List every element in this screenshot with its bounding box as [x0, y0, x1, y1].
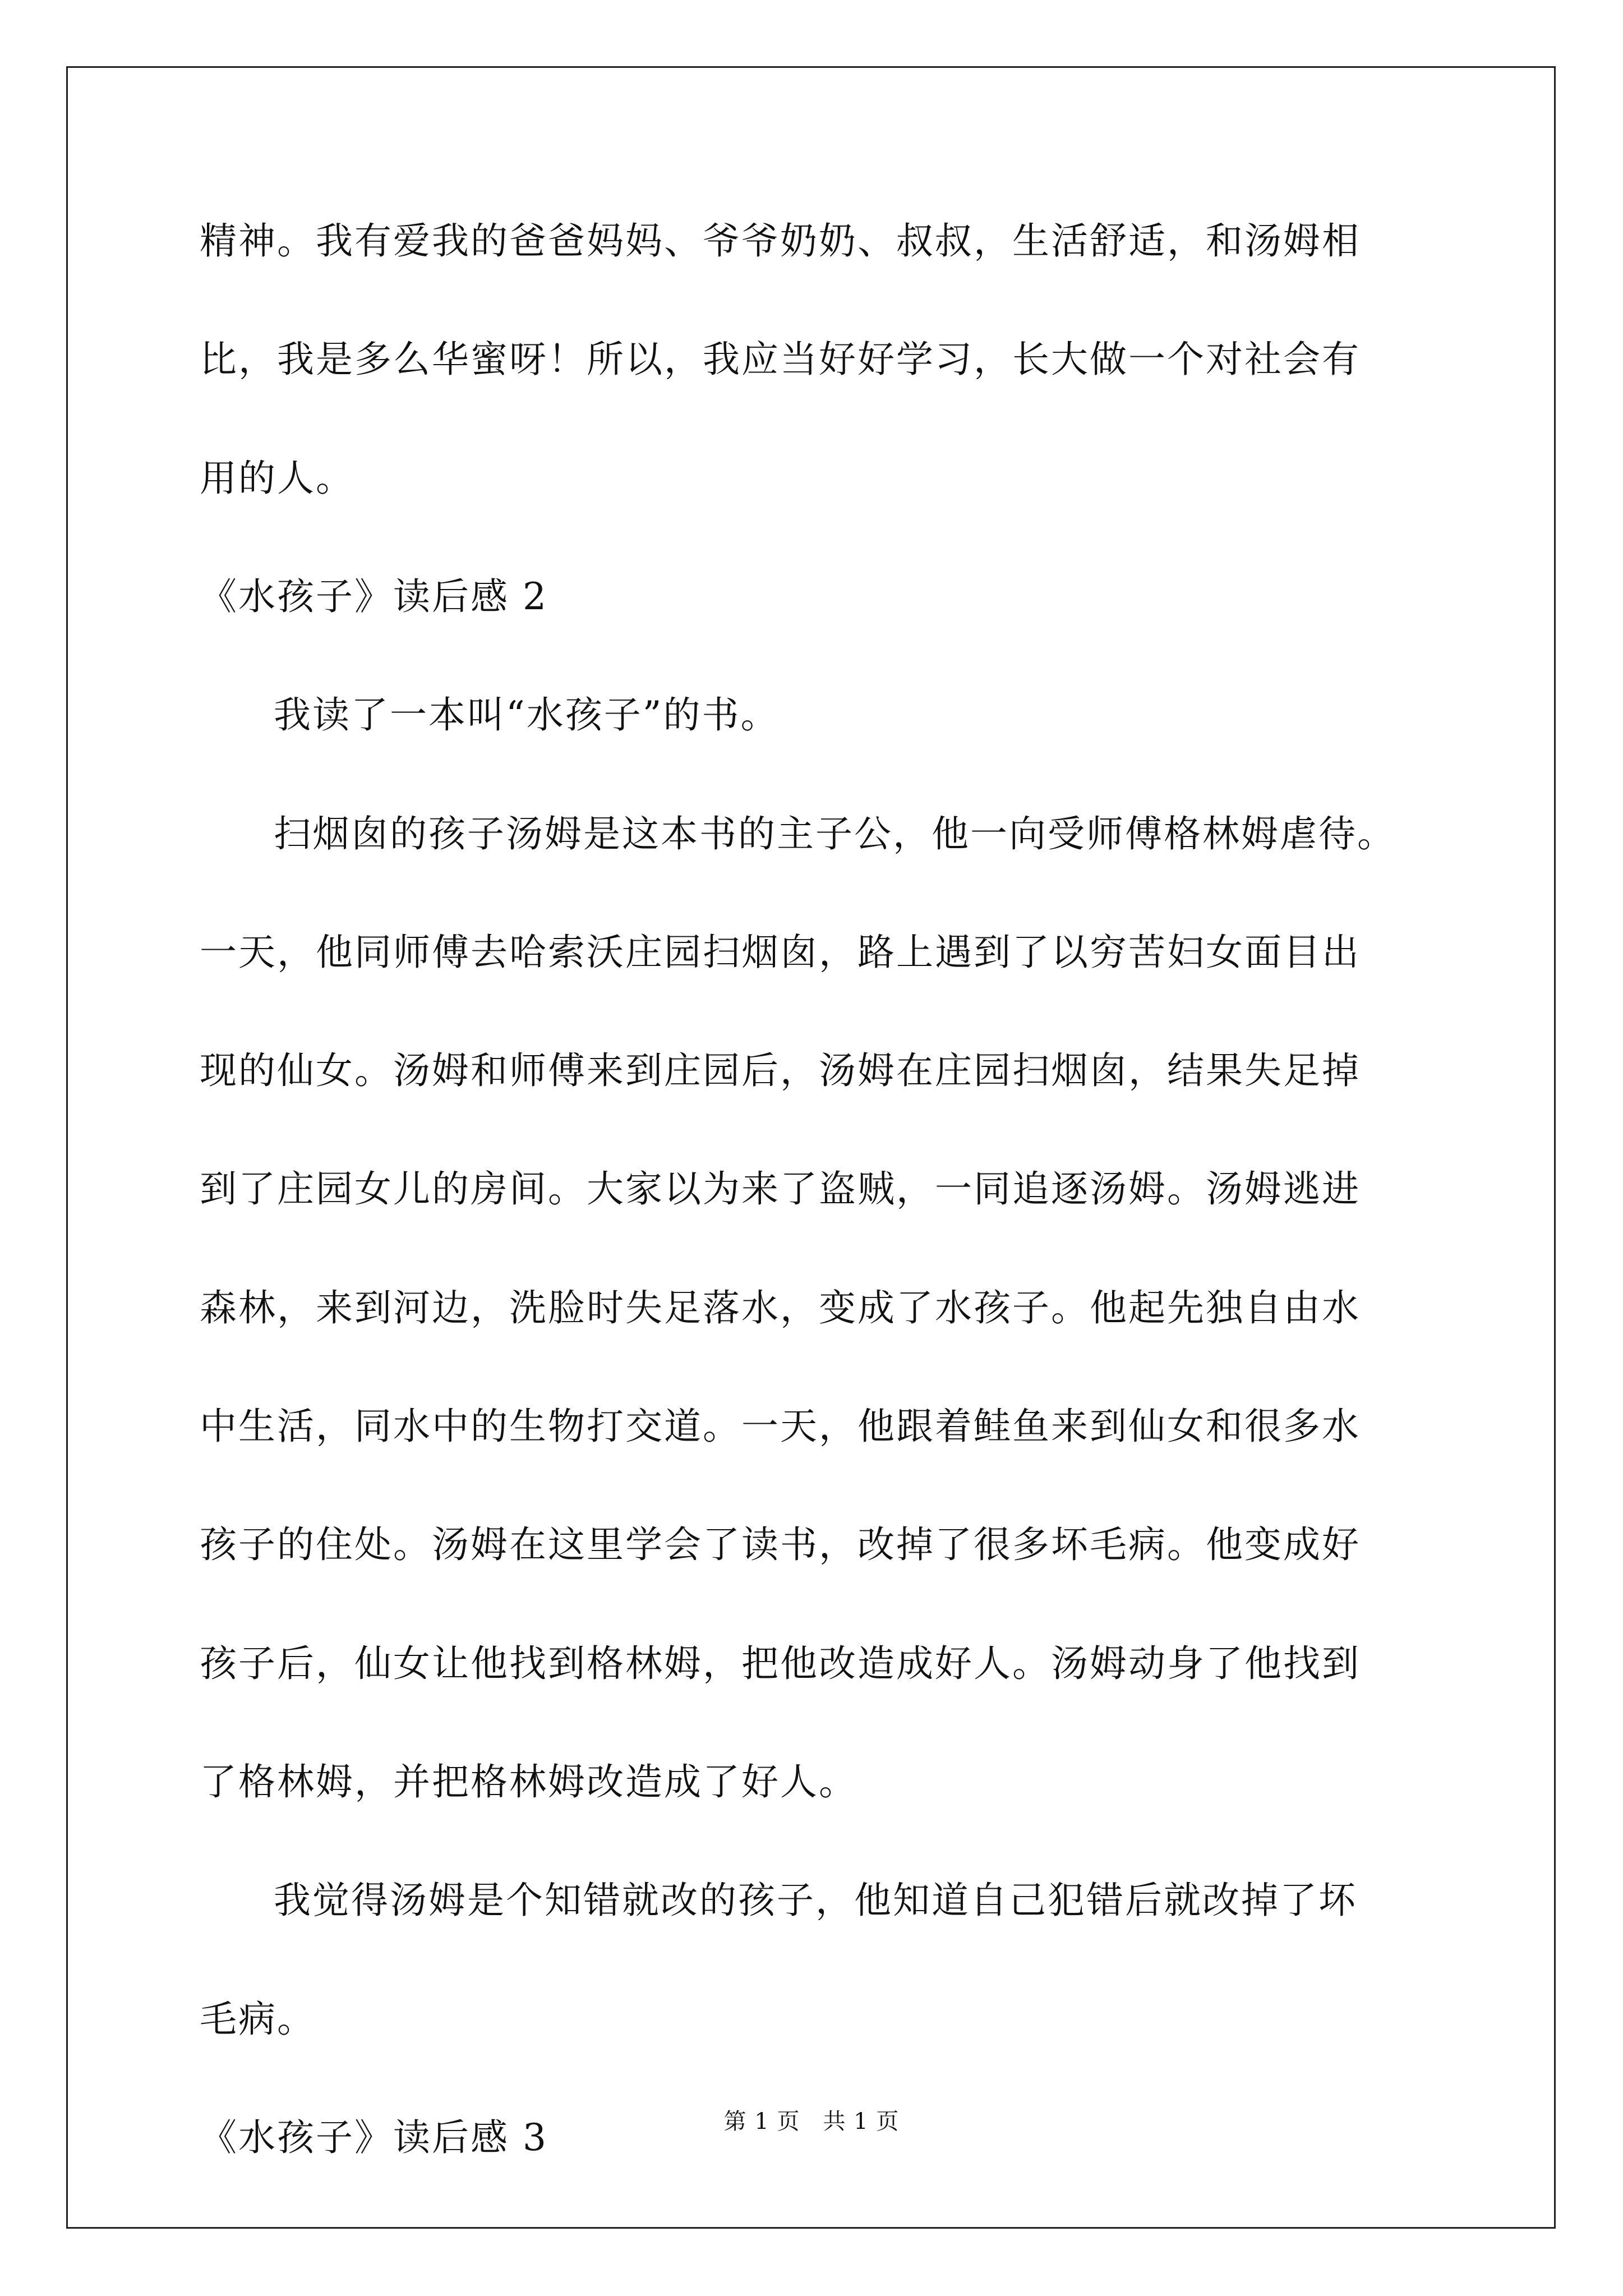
body-line: 比，我是多么华蜜呀！所以，我应当好好学习，长大做一个对社会有 — [200, 338, 1361, 381]
body-line: 中生活，同水中的生物打交道。一天，他跟着鲑鱼来到仙女和很多水 — [200, 1405, 1361, 1448]
body-line: 到了庄园女儿的房间。大家以为来了盗贼，一同追逐汤姆。汤姆逃进 — [200, 1167, 1361, 1211]
body-line: 森林，来到河边，洗脸时失足落水，变成了水孩子。他起先独自由水 — [200, 1286, 1361, 1329]
body-line: 现的仙女。汤姆和师傅来到庄园后，汤姆在庄园扫烟囱，结果失足掉 — [200, 1049, 1361, 1092]
body-line: 毛病。 — [200, 1998, 316, 2041]
body-line: 孩子的住处。汤姆在这里学会了读书，改掉了很多坏毛病。他变成好 — [200, 1523, 1361, 1566]
paragraph-start: 扫烟囱的孩子汤姆是这本书的主子公，他一向受师傅格林姆虐待。 — [274, 812, 1396, 855]
body-line: 了格林姆，并把格林姆改造成了好人。 — [200, 1760, 857, 1803]
body-line: 用的人。 — [200, 457, 354, 500]
page-footer: 第 1 页 共 1 页 — [723, 2109, 900, 2134]
body-line: 一天，他同师傅去哈索沃庄园扫烟囱，路上遇到了以穷苦妇女面目出 — [200, 931, 1361, 974]
body-line: 孩子后，仙女让他找到格林姆，把他改造成好人。汤姆动身了他找到 — [200, 1642, 1361, 1685]
paragraph-start: 我读了一本叫“水孩子”的书。 — [274, 693, 780, 737]
section-heading-2: 《水孩子》读后感 2 — [200, 575, 548, 618]
body-line: 精神。我有爱我的爸爸妈妈、爷爷奶奶、叔叔，生活舒适，和汤姆相 — [200, 219, 1361, 263]
section-heading-3: 《水孩子》读后感 3 — [200, 2116, 548, 2159]
paragraph-start: 我觉得汤姆是个知错就改的孩子，他知道自己犯错后就改掉了坏 — [274, 1879, 1357, 1922]
